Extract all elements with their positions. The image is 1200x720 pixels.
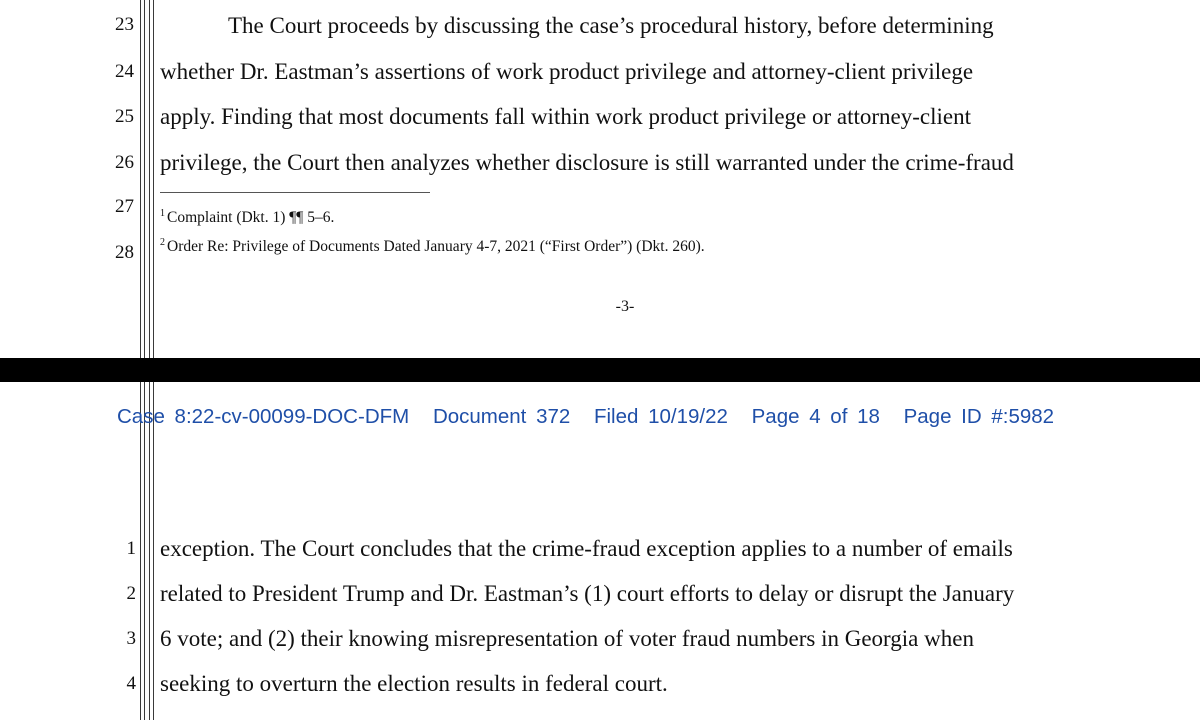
body-text-line: The Court proceeds by discussing the case’s procedural history, before determining xyxy=(228,13,994,38)
line-number: 2 xyxy=(126,583,136,604)
line-number: 23 xyxy=(115,14,134,35)
footnote-marker: 2 xyxy=(160,237,165,248)
page-number: -3- xyxy=(615,298,635,315)
margin-rule xyxy=(144,382,145,720)
filed-date: Filed 10/19/22 xyxy=(593,405,728,428)
margin-rule xyxy=(149,382,150,720)
body-text-line: apply. Finding that most documents fall within work product privilege or attorney-client xyxy=(160,104,972,129)
margin-rule xyxy=(140,382,141,720)
case-header xyxy=(117,404,1068,430)
page-count: Page 4 of 18 xyxy=(751,405,880,428)
document-number: Document 372 xyxy=(432,405,571,428)
body-text-line: privilege, the Court then analyzes whether disclosure is still warranted under the crime-fraud xyxy=(160,150,1014,175)
footnote-separator xyxy=(160,192,430,193)
body-text-line: 6 vote; and (2) their knowing misrepresentation of voter fraud numbers in Georgia when xyxy=(160,626,974,651)
line-number: 27 xyxy=(115,196,134,217)
footnote-1 xyxy=(160,204,334,228)
line-number: 4 xyxy=(126,673,136,694)
footnote-marker: 1 xyxy=(160,208,165,219)
line-number: 26 xyxy=(115,152,134,173)
line-number: 24 xyxy=(115,61,134,82)
document-page-3 xyxy=(0,0,1200,358)
body-text-line: whether Dr. Eastman’s assertions of work product privilege and attorney-client privilege xyxy=(160,59,974,84)
body-text-line: seeking to overturn the election results in federal court. xyxy=(160,671,668,696)
line-number: 1 xyxy=(126,538,136,559)
footnote-text: Complaint (Dkt. 1) ¶¶ 5–6. xyxy=(167,209,335,226)
footnote-text: Order Re: Privilege of Documents Dated January 4-7, 2021 (“First Order”) (Dkt. 260). xyxy=(167,238,705,255)
line-number: 25 xyxy=(115,106,134,127)
footnote-2 xyxy=(160,233,705,257)
body-text-line: exception. The Court concludes that the crime-fraud exception applies to a number of emails xyxy=(160,536,1013,561)
document-page-4 xyxy=(0,382,1200,720)
margin-rule xyxy=(153,382,154,720)
case-number: Case 8:22-cv-00099-DOC-DFM xyxy=(117,405,410,428)
body-text-line: related to President Trump and Dr. Eastman’s (1) court efforts to delay or disrupt the January xyxy=(160,581,1015,606)
line-number: 28 xyxy=(115,242,134,263)
page-id: Page ID #:5982 xyxy=(903,405,1055,428)
line-number: 3 xyxy=(126,628,136,649)
